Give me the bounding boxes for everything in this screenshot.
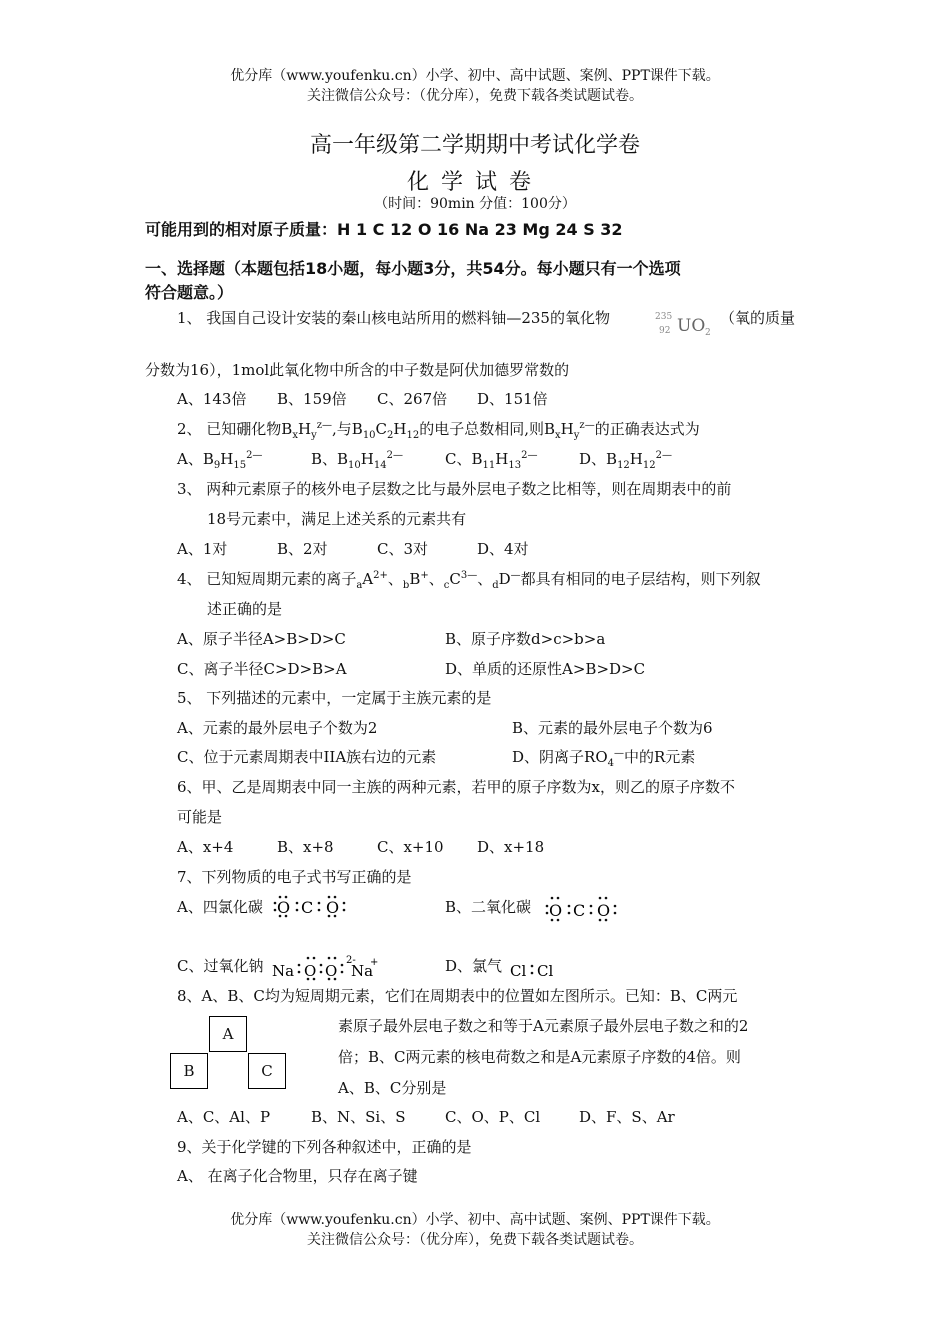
q3-option-b: B、2对 [277, 540, 328, 558]
q8-cell-b: B [170, 1053, 208, 1089]
q1-option-b: B、159倍 [277, 390, 347, 408]
q8-option-d: D、F、S、Ar [579, 1108, 675, 1126]
q7-electron-formula-a [272, 890, 352, 922]
header-line-1: 优分库（www.youfenku.cn）小学、初中、高中试题、案例、PPT课件下载。 [230, 68, 720, 84]
q2-option-b: B、$B_{10}H_{14}^{2—}$ [311, 450, 403, 471]
q1-option-d: D、151倍 [477, 390, 548, 408]
section1-heading-1: 一、选择题（本题包括18小题，每小题3分，共54分。每小题只有一个选项 [145, 259, 681, 278]
q8-option-b: B、N、Si、S [311, 1108, 406, 1126]
q2-option-c: C、$B_{11}H_{13}^{2—}$ [445, 450, 538, 471]
footer-line-2: 关注微信公众号：（优分库），免费下载各类试题试卷。 [307, 1232, 643, 1248]
q8-stem-1: 8、A、B、C均为短周期元素，它们在周期表中的位置如左图所示。已知：B、C两元 [177, 987, 738, 1005]
q2-option-a: A、$B_9H_{15}^{2—}$ [177, 450, 263, 471]
q7c-atom-na1: Na [272, 962, 295, 980]
q8-cell-a: A [209, 1016, 247, 1052]
q1-stem-b: （氧的质量 [720, 309, 796, 327]
q1-stem-a: 1、 我国自己设计安装的秦山核电站所用的燃料铀—235的氧化物 [177, 309, 610, 327]
q4-option-d: D、单质的还原性A>B>D>C [445, 660, 646, 678]
q7c-charge-2minus: 2- [346, 955, 356, 966]
q8-option-c: C、O、P、Cl [445, 1108, 541, 1126]
q8-stem-3: 倍；B、C两元素的核电荷数之和是A元素原子序数的4倍。则 [338, 1048, 741, 1066]
q7c-charge-plus: + [370, 957, 379, 968]
q7-option-c: C、过氧化钠 [177, 957, 264, 975]
q5-option-d: D、阴离子$RO_4^—$中的R元素 [512, 748, 696, 769]
q7-electron-formula-b [544, 893, 622, 925]
q6-stem-2: 可能是 [177, 808, 223, 826]
q9-option-a: A、 在离子化合物里，只存在离子键 [177, 1167, 418, 1185]
q3-option-d: D、4对 [477, 540, 529, 558]
q1-option-a: A、143倍 [177, 390, 247, 408]
q4-stem-2: 述正确的是 [207, 600, 283, 618]
q7d-atom-cl2: Cl [537, 962, 554, 980]
q4-stem-1: 4、 已知短周期元素的离子$_aA^{2+}$、$_b$B+、$_cC^{3—}$、$_d$D—都具有相同的电子层结构，则下列叙 [177, 570, 761, 591]
q7-option-a: A、四氯化碳 [177, 898, 263, 916]
q8-stem-4: A、B、C分别是 [338, 1079, 447, 1097]
q1-stem-c: 分数为16），1mol此氧化物中所含的中子数是阿伏加德罗常数的 [145, 361, 570, 379]
q7a-atom-o1: O [277, 898, 291, 917]
q7-stem: 7、下列物质的电子式书写正确的是 [177, 868, 412, 886]
q9-stem: 9、关于化学键的下列各种叙述中，正确的是 [177, 1138, 472, 1156]
q5-option-b: B、元素的最外层电子个数为6 [512, 719, 713, 737]
q8-option-a: A、C、Al、P [177, 1108, 271, 1126]
q2-option-d: D、$B_{12}H_{12}^{2—}$ [579, 450, 672, 471]
q1-uranium-oxide-formula: 235 92 UO 2 [655, 312, 711, 338]
atomic-masses: 可能用到的相对原子质量：H 1 C 12 O 16 Na 23 Mg 24 S 32 [145, 220, 623, 239]
q6-option-d: D、x+18 [477, 838, 545, 856]
q7c-atom-o1: O [304, 962, 317, 980]
q4-option-c: C、离子半径C>D>B>A [177, 660, 347, 678]
q8-cell-c: C [248, 1053, 286, 1089]
q7b-atom-o2: O [597, 901, 611, 920]
q8-stem-2: 素原子最外层电子数之和等于A元素原子最外层电子数之和的2 [338, 1017, 749, 1035]
q4-option-b: B、原子序数d>c>b>a [445, 630, 606, 648]
q3-stem-2: 18号元素中，满足上述关系的元素共有 [207, 510, 467, 528]
q7-electron-formula-c [270, 951, 380, 983]
header-line-2: 关注微信公众号：（优分库），免费下载各类试题试卷。 [307, 88, 643, 104]
q3-option-c: C、3对 [377, 540, 429, 558]
q6-option-a: A、x+4 [177, 838, 234, 856]
time-score: （时间：90min 分值：100分） [374, 196, 576, 212]
footer-line-1: 优分库（www.youfenku.cn）小学、初中、高中试题、案例、PPT课件下载。 [230, 1212, 720, 1228]
q7c-atom-na2: Na [351, 962, 374, 980]
q3-option-a: A、1对 [177, 540, 228, 558]
q6-option-c: C、x+10 [377, 838, 444, 856]
q7b-atom-c: C [573, 901, 586, 920]
q7b-atom-o1: O [549, 901, 563, 920]
exam-subtitle: 化学试卷 [406, 170, 543, 195]
q6-option-b: B、x+8 [277, 838, 334, 856]
q5-option-a: A、元素的最外层电子个数为2 [177, 719, 378, 737]
q7-electron-formula-d [508, 955, 564, 983]
q3-stem-1: 3、 两种元素原子的核外电子层数之比与最外层电子数之比相等，则在周期表中的前 [177, 480, 732, 498]
q5-option-c: C、位于元素周期表中IIA族右边的元素 [177, 748, 437, 766]
section1-heading-2: 符合题意。） [145, 283, 234, 302]
q2-stem: 2、 已知硼化物$B_xH_y^{z—}$,与$B_{10}C_2H_{12}$的电子总数相同,则$B_xH_y^{z—}$的正确表达式为 [177, 420, 700, 441]
q5-stem: 5、 下列描述的元素中，一定属于主族元素的是 [177, 689, 492, 707]
q7a-atom-o2: O [326, 898, 340, 917]
q7d-atom-cl1: Cl [510, 962, 527, 980]
exam-title: 高一年级第二学期期中考试化学卷 [309, 133, 640, 158]
q7-option-d: D、氯气 [445, 957, 503, 975]
q7c-atom-o2: O [325, 962, 338, 980]
q6-stem-1: 6、甲、乙是周期表中同一主族的两种元素，若甲的原子序数为x，则乙的原子序数不 [177, 778, 736, 796]
q4-option-a: A、原子半径A>B>D>C [177, 630, 346, 648]
q7a-atom-c: C [301, 898, 314, 917]
q1-option-c: C、267倍 [377, 390, 448, 408]
q7-option-b: B、二氧化碳 [445, 898, 532, 916]
